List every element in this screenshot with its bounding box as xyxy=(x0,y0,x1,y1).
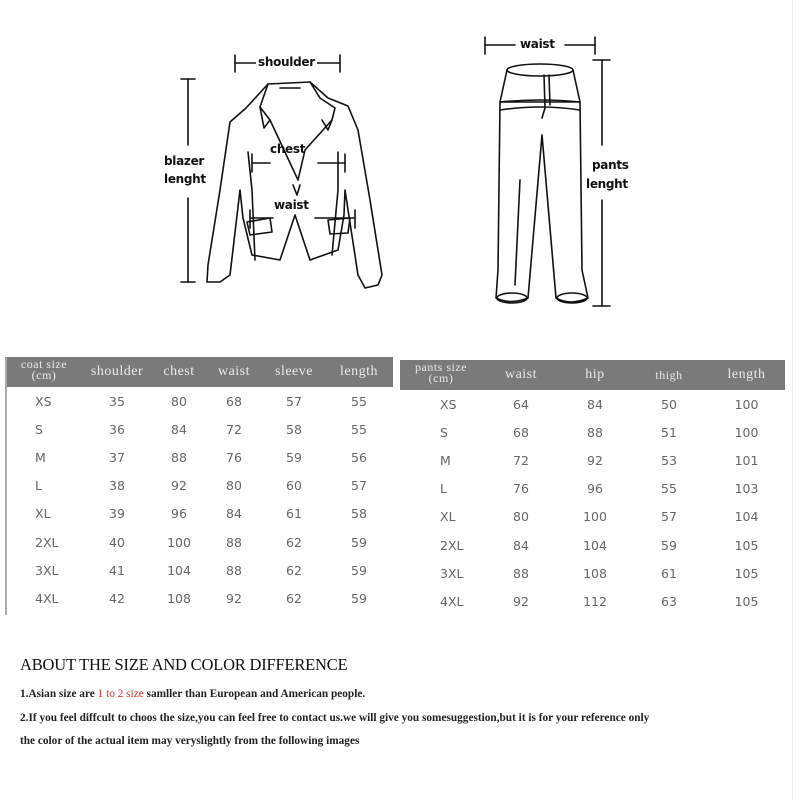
table-row: 2XL 40 100 88 62 59 xyxy=(35,534,367,550)
shoulder-label: shoulder xyxy=(258,55,315,69)
col-sleeve: sleeve xyxy=(263,357,325,387)
col-waist: waist xyxy=(205,357,263,387)
table-row: S 36 84 72 58 55 xyxy=(35,421,367,437)
right-edge-divider xyxy=(792,0,793,800)
table-row: L 38 92 80 60 57 xyxy=(35,478,367,494)
pants-diagram xyxy=(470,30,640,315)
coat-table-header-row xyxy=(7,357,393,387)
pants-length-label-line1: pants xyxy=(592,158,629,172)
table-row: XL 39 96 84 61 58 xyxy=(35,506,367,522)
table-row: 4XL 42 108 92 62 59 xyxy=(35,590,367,606)
pants-size-header: pants size (cm) xyxy=(400,360,482,390)
table-row: M 72 92 53 101 xyxy=(440,452,759,468)
table-row: M 37 88 76 59 56 xyxy=(35,449,367,465)
col-hip: hip xyxy=(560,360,630,390)
pants-size-table-container xyxy=(400,360,785,616)
note-line-3: the color of the actual item may veryslightly from the following images xyxy=(20,735,360,747)
blazer-diagram xyxy=(160,50,400,300)
notes-title: ABOUT THE SIZE AND COLOR DIFFERENCE xyxy=(20,655,348,674)
waist-label: waist xyxy=(274,198,309,212)
col-thigh: thigh xyxy=(630,360,708,390)
pants-table-header-row xyxy=(400,360,785,390)
blazer-length-label-line1: blazer xyxy=(164,154,205,168)
table-row: L 76 96 55 103 xyxy=(440,481,759,497)
blazer-length-label-line2: lenght xyxy=(164,172,206,186)
note-line-1: 1.Asian size are 1 to 2 size samller than European and American people. xyxy=(20,688,366,700)
coat-size-header: coat size (cm) xyxy=(7,357,81,387)
pants-length-label-line2: lenght xyxy=(586,177,628,191)
table-row: XS 64 84 50 100 xyxy=(440,396,759,412)
col-pants-length: length xyxy=(708,360,785,390)
size-color-notes xyxy=(20,655,800,747)
table-row: XS 35 80 68 57 55 xyxy=(35,393,367,409)
table-row: 3XL 41 104 88 62 59 xyxy=(35,562,367,578)
col-chest: chest xyxy=(153,357,205,387)
table-row: S 68 88 51 100 xyxy=(440,424,759,440)
chest-label: chest xyxy=(270,142,306,156)
note-highlight: 1 to 2 size xyxy=(97,688,144,700)
pants-waist-label: waist xyxy=(520,37,555,51)
col-length: length xyxy=(325,357,393,387)
table-row: 4XL 92 112 63 105 xyxy=(440,593,759,609)
coat-size-table xyxy=(7,357,393,613)
coat-size-table-container xyxy=(5,357,393,615)
table-row: XL 80 100 57 104 xyxy=(440,509,759,525)
pants-size-table xyxy=(400,360,785,616)
note-line-2: 2.If you feel diffcult to choos the size,you can feel free to contact us.we will give you somesuggestion,but it is for your reference only xyxy=(20,712,650,724)
table-row: 2XL 84 104 59 105 xyxy=(440,537,759,553)
table-row: 3XL 88 108 61 105 xyxy=(440,565,759,581)
col-pants-waist: waist xyxy=(482,360,560,390)
col-shoulder: shoulder xyxy=(81,357,153,387)
